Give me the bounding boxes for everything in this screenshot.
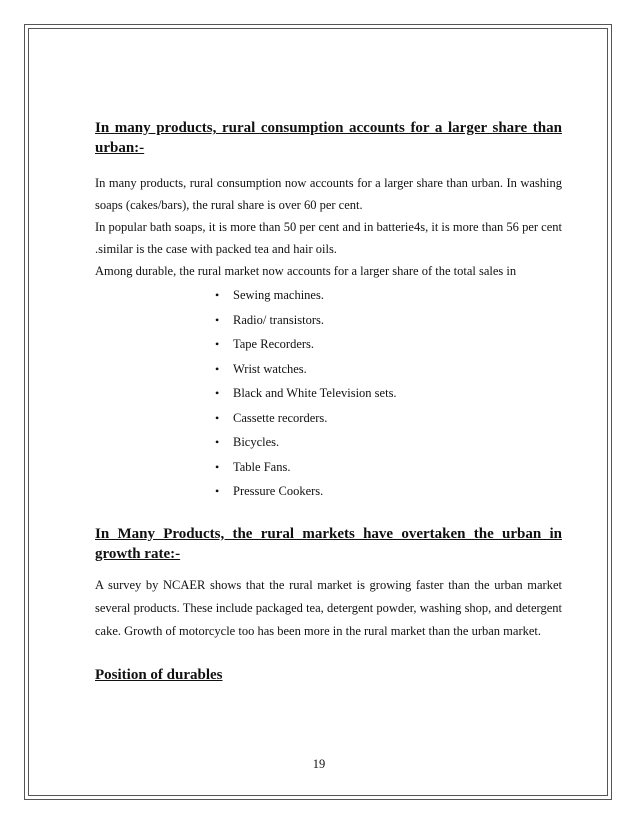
bullet-icon: • [215, 312, 220, 327]
bullet-icon: • [215, 435, 220, 449]
paragraph-ncaer-survey: A survey by NCAER shows that the rural market is growing faster than the urban market several products. These include packaged tea, detergent powder, washing shop, and detergent cake. Growth of motorcycle too has been more in the rural market than the urban market. [95, 577, 562, 638]
bullet-icon: • [215, 288, 220, 302]
bullet-icon: • [215, 410, 220, 425]
list-item [215, 357, 562, 382]
list-item [215, 479, 562, 504]
section-heading-rural-consumption: In many products, rural consumption accounts for a larger share than urban:- [95, 120, 562, 156]
list-item [215, 283, 562, 308]
section-heading-growth-rate: In Many Products, the rural markets have overtaken the urban in growth rate:- [95, 525, 562, 562]
section-heading-position-of-durables: Position of durables [95, 666, 223, 683]
list-item [215, 308, 562, 333]
list-item [215, 332, 562, 357]
bullet-icon: • [215, 337, 220, 351]
paragraph-rural-share: In many products, rural consumption now accounts for a larger share than urban. In washing soaps (cakes/bars), the rural share is over 60 per cent. [95, 176, 562, 212]
durables-list [95, 283, 562, 504]
list-item-text: Tape Recorders. [233, 337, 315, 351]
bullet-icon: • [215, 386, 220, 400]
bullet-icon: • [215, 484, 220, 498]
list-item [215, 430, 562, 455]
list-item-text: Pressure Cookers. [233, 484, 324, 498]
bullet-icon: • [215, 361, 220, 376]
list-item-text: Sewing machines. [233, 288, 324, 302]
list-item-text: Table Fans. [233, 459, 291, 474]
paragraph-bath-soaps: In popular bath soaps, it is more than 50 per cent and in batterie4s, it is more than 56 per cent .similar is the case with packed tea and hair oils. [95, 220, 562, 256]
list-item-text: Cassette recorders. [233, 410, 328, 425]
list-item [215, 406, 562, 431]
paragraph-durables-intro: Among durable, the rural market now accounts for a larger share of the total sales in [95, 264, 517, 278]
list-item-text: Bicycles. [233, 435, 280, 449]
list-item-text: Radio/ transistors. [233, 312, 324, 327]
list-item-text: Wrist watches. [233, 361, 307, 376]
list-item-text: Black and White Television sets. [233, 386, 397, 400]
page-content [95, 118, 562, 685]
bullet-icon: • [215, 459, 220, 474]
list-item [215, 381, 562, 406]
page-number: 19 [312, 757, 326, 771]
list-item [215, 455, 562, 480]
